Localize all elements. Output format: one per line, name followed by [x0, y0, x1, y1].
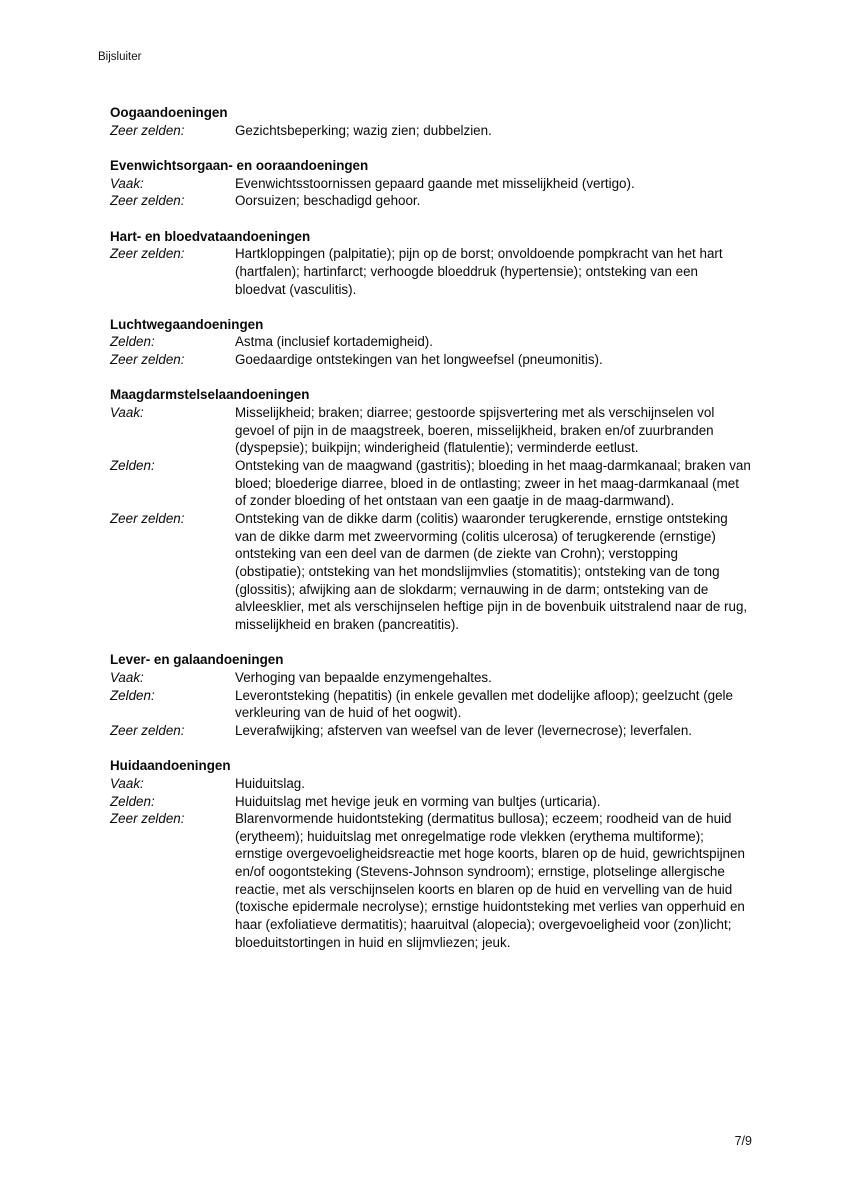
- frequency-label: Vaak:: [110, 175, 144, 191]
- frequency-description: Huiduitslag.: [235, 775, 305, 791]
- page-number: 7/9: [734, 1134, 752, 1148]
- frequency-entry: [110, 810, 751, 951]
- side-effects-section: [110, 157, 751, 210]
- frequency-label: Zeer zelden:: [110, 722, 185, 738]
- frequency-label: Zeer zelden:: [110, 811, 185, 827]
- frequency-description: Gezichtsbeperking; wazig zien; dubbelzien.: [235, 122, 492, 138]
- frequency-entry: [110, 175, 751, 193]
- frequency-description: Leverafwijking; afsterven van weefsel van de lever (levernecrose); leverfalen.: [235, 722, 692, 738]
- side-effects-section: [110, 651, 751, 739]
- frequency-description: Hartkloppingen (palpitatie); pijn op de borst; onvoldoende pompkracht van het hart (hartfalen); hartinfarct; verhoogde bloeddruk (hypertensie); ontsteking van een bloedvat (vasculitis).: [235, 246, 723, 297]
- frequency-description: Ontsteking van de maagwand (gastritis); bloeding in het maag-darmkanaal; braken van bloed; bloederige diarree, bloed in de ontlasting; zweer in het maag-darmkanaal (met of zonder bloeding of het ontstaan van een gaatje in de maag-darmwand).: [235, 458, 751, 509]
- frequency-entry: [110, 333, 751, 351]
- frequency-entry: [110, 404, 751, 457]
- frequency-entry: [110, 793, 751, 811]
- frequency-label: Vaak:: [110, 775, 144, 791]
- frequency-description: Misselijkheid; braken; diarree; gestoorde spijsvertering met als verschijnselen vol gevoel of pijn in de maagstreek, boeren, misselijkheid, braken en/of zuurbranden (dyspepsie); buikpijn; winderigheid (flatulentie); verminderde eetlust.: [235, 405, 715, 456]
- frequency-entry: [110, 687, 751, 722]
- side-effects-section: [110, 228, 751, 299]
- frequency-entry: [110, 775, 751, 793]
- section-title: Hart- en bloedvataandoeningen: [110, 228, 311, 244]
- frequency-description: Blarenvormende huidontsteking (dermatitus bullosa); eczeem; roodheid van de huid (erytheem); huiduitslag met onregelmatige rode vlekken (erythema multiforme); ernstige overgevoeligheidsreactie met hoge koorts, blaren op de huid, gewrichtspijnen en/of oogontsteking (Stevens-Johnson syndroom); ernstige, plotselinge allergische reactie, met als verschijnselen koorts en blaren op de huid en vervelling van de huid (toxische epidermale necrolyse); ernstige huidontsteking met verlies van opperhuid en haar (exfoliatieve dermatitis); haaruitval (alopecia); overgevoeligheid voor (zon)licht; bloeduitstortingen in huid en slijmvliezen; jeuk.: [235, 811, 745, 950]
- side-effects-section: [110, 104, 751, 139]
- frequency-label: Zeer zelden:: [110, 352, 185, 368]
- section-title: Maagdarmstelselaandoeningen: [110, 387, 310, 403]
- section-title: Oogaandoeningen: [110, 105, 228, 120]
- frequency-label: Zeer zelden:: [110, 246, 185, 262]
- side-effects-section: [110, 316, 751, 369]
- side-effects-section: [110, 386, 751, 633]
- frequency-label: Zeer zelden:: [110, 122, 185, 138]
- page-header-label: Bijsluiter: [98, 51, 142, 63]
- frequency-description: Huiduitslag met hevige jeuk en vorming van bultjes (urticaria).: [235, 793, 601, 809]
- frequency-label: Zeer zelden:: [110, 511, 185, 527]
- frequency-entry: [110, 722, 751, 740]
- frequency-entry: [110, 192, 751, 210]
- frequency-label: Vaak:: [110, 669, 144, 685]
- frequency-entry: [110, 669, 751, 687]
- frequency-description: Goedaardige ontstekingen van het longweefsel (pneumonitis).: [235, 352, 603, 368]
- section-title: Lever- en galaandoeningen: [110, 652, 284, 668]
- frequency-label: Vaak:: [110, 405, 144, 421]
- frequency-entry: [110, 510, 751, 634]
- leaflet-content: [110, 104, 751, 951]
- frequency-description: Evenwichtsstoornissen gepaard gaande met misselijkheid (vertigo).: [235, 175, 635, 191]
- frequency-label: Zelden:: [110, 334, 155, 350]
- frequency-description: Verhoging van bepaalde enzymengehaltes.: [235, 669, 492, 685]
- frequency-entry: [110, 245, 751, 298]
- frequency-label: Zeer zelden:: [110, 193, 185, 209]
- frequency-description: Ontsteking van de dikke darm (colitis) waaronder terugkerende, ernstige ontsteking van de dikke darm met zweervorming (colitis ulcerosa) of terugkerende (ernstige) ontsteking van een deel van de darmen (de ziekte van Crohn); verstopping (obstipatie); ontsteking van het mondslijmvlies (stomatitis); ontsteking van de tong (glossitis); afwijking aan de slokdarm; vernauwing in de darm; ontsteking van de alvleesklier, met als verschijnselen heftige pijn in de bovenbuik uitstralend naar de rug, misselijkheid en braken (pancreatitis).: [235, 511, 748, 632]
- section-title: Luchtwegaandoeningen: [110, 316, 264, 332]
- frequency-entry: [110, 122, 751, 140]
- section-title: Evenwichtsorgaan- en ooraandoeningen: [110, 157, 369, 173]
- frequency-entry: [110, 457, 751, 510]
- frequency-entry: [110, 351, 751, 369]
- frequency-description: Astma (inclusief kortademigheid).: [235, 334, 433, 350]
- frequency-description: Leverontsteking (hepatitis) (in enkele gevallen met dodelijke afloop); geelzucht (gele verkleuring van de huid of het oogwit).: [235, 687, 733, 721]
- frequency-label: Zelden:: [110, 458, 155, 474]
- frequency-description: Oorsuizen; beschadigd gehoor.: [235, 193, 421, 209]
- frequency-label: Zelden:: [110, 687, 155, 703]
- section-title: Huidaandoeningen: [110, 758, 231, 774]
- side-effects-section: [110, 757, 751, 951]
- frequency-label: Zelden:: [110, 793, 155, 809]
